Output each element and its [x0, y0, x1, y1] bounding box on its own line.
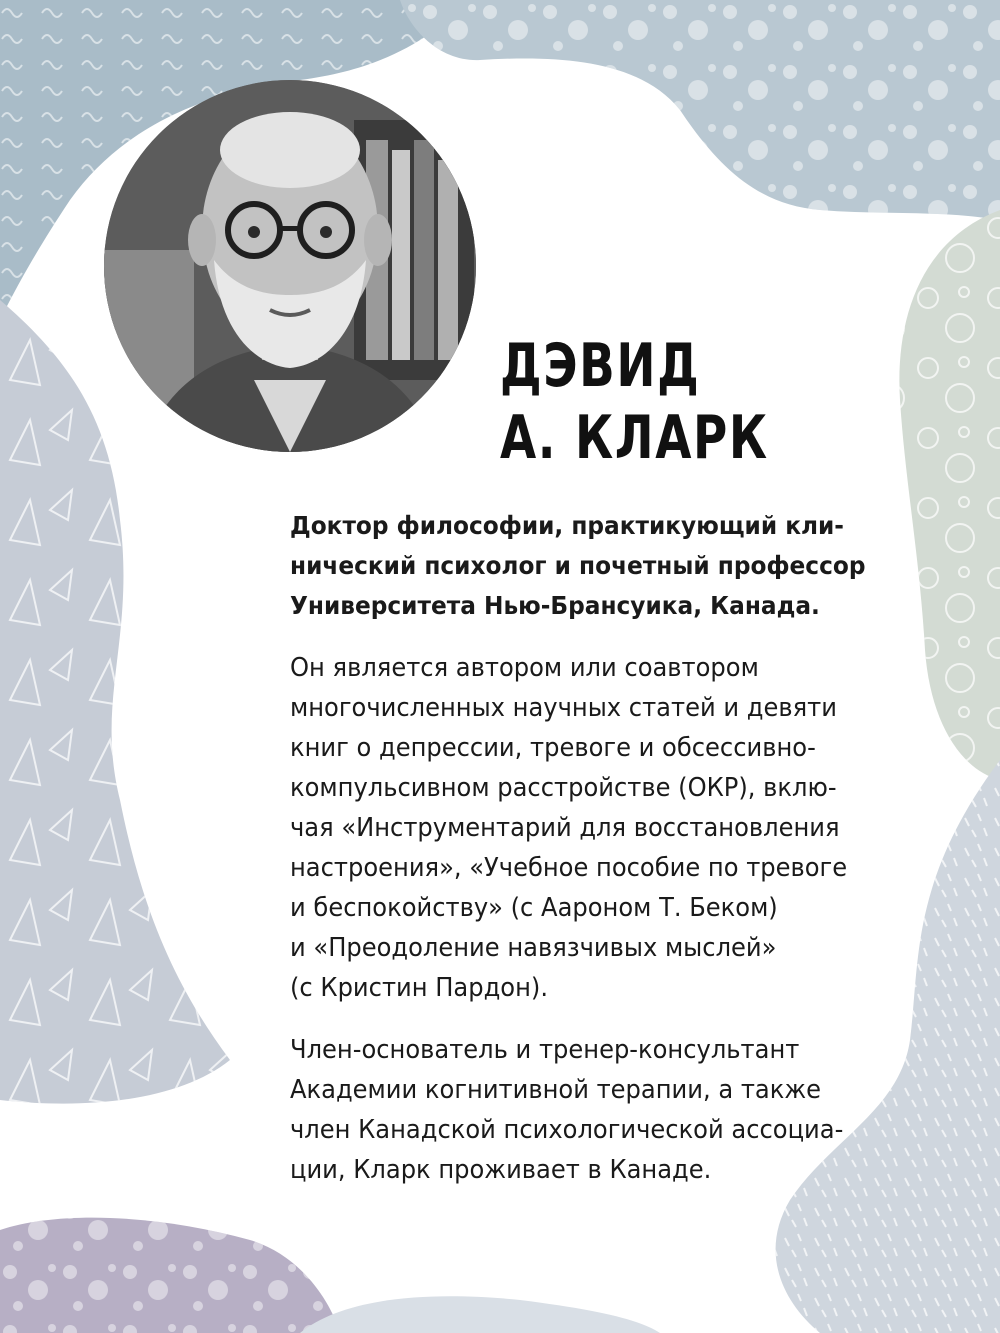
- text-line: нический психолог и почетный профессор: [290, 551, 866, 580]
- text-line: и «Преодоление навязчивых мыслей»: [290, 933, 777, 963]
- text-line: ции, Кларк проживает в Канаде.: [290, 1155, 712, 1185]
- text-line: (с Кристин Пардон).: [290, 973, 549, 1003]
- author-portrait: [104, 80, 476, 452]
- bio-membership-paragraph: [290, 1030, 904, 1190]
- text-line: компульсивном расстройстве (ОКР), вклю-: [290, 773, 837, 803]
- author-name-line1: ДЭВИД: [500, 331, 701, 401]
- text-line: Он является автором или соавтором: [290, 653, 759, 683]
- text-line: Академии когнитивной терапии, а также: [290, 1075, 822, 1105]
- author-name: [500, 330, 769, 474]
- bio-publications-paragraph: [290, 648, 904, 1008]
- text-line: многочисленных научных статей и девяти: [290, 693, 837, 723]
- bio-lead-paragraph: [290, 506, 904, 626]
- text-line: и беспокойству» (с Аароном Т. Беком): [290, 893, 778, 923]
- text-line: член Канадской психологической ассоциа-: [290, 1115, 844, 1145]
- author-name-line2: А. КЛАРК: [500, 403, 769, 473]
- text-line: книг о депрессии, тревоге и обсессивно-: [290, 733, 816, 763]
- text-line: чая «Инструментарий для восстановления: [290, 813, 840, 843]
- text-line: Член-основатель и тренер-консультант: [290, 1035, 800, 1065]
- text-line: Университета Нью-Брансуика, Канада.: [290, 591, 820, 620]
- text-line: настроения», «Учебное пособие по тревоге: [290, 853, 848, 883]
- text-line: Доктор философии, практикующий кли-: [290, 511, 844, 540]
- author-bio: [290, 506, 904, 1212]
